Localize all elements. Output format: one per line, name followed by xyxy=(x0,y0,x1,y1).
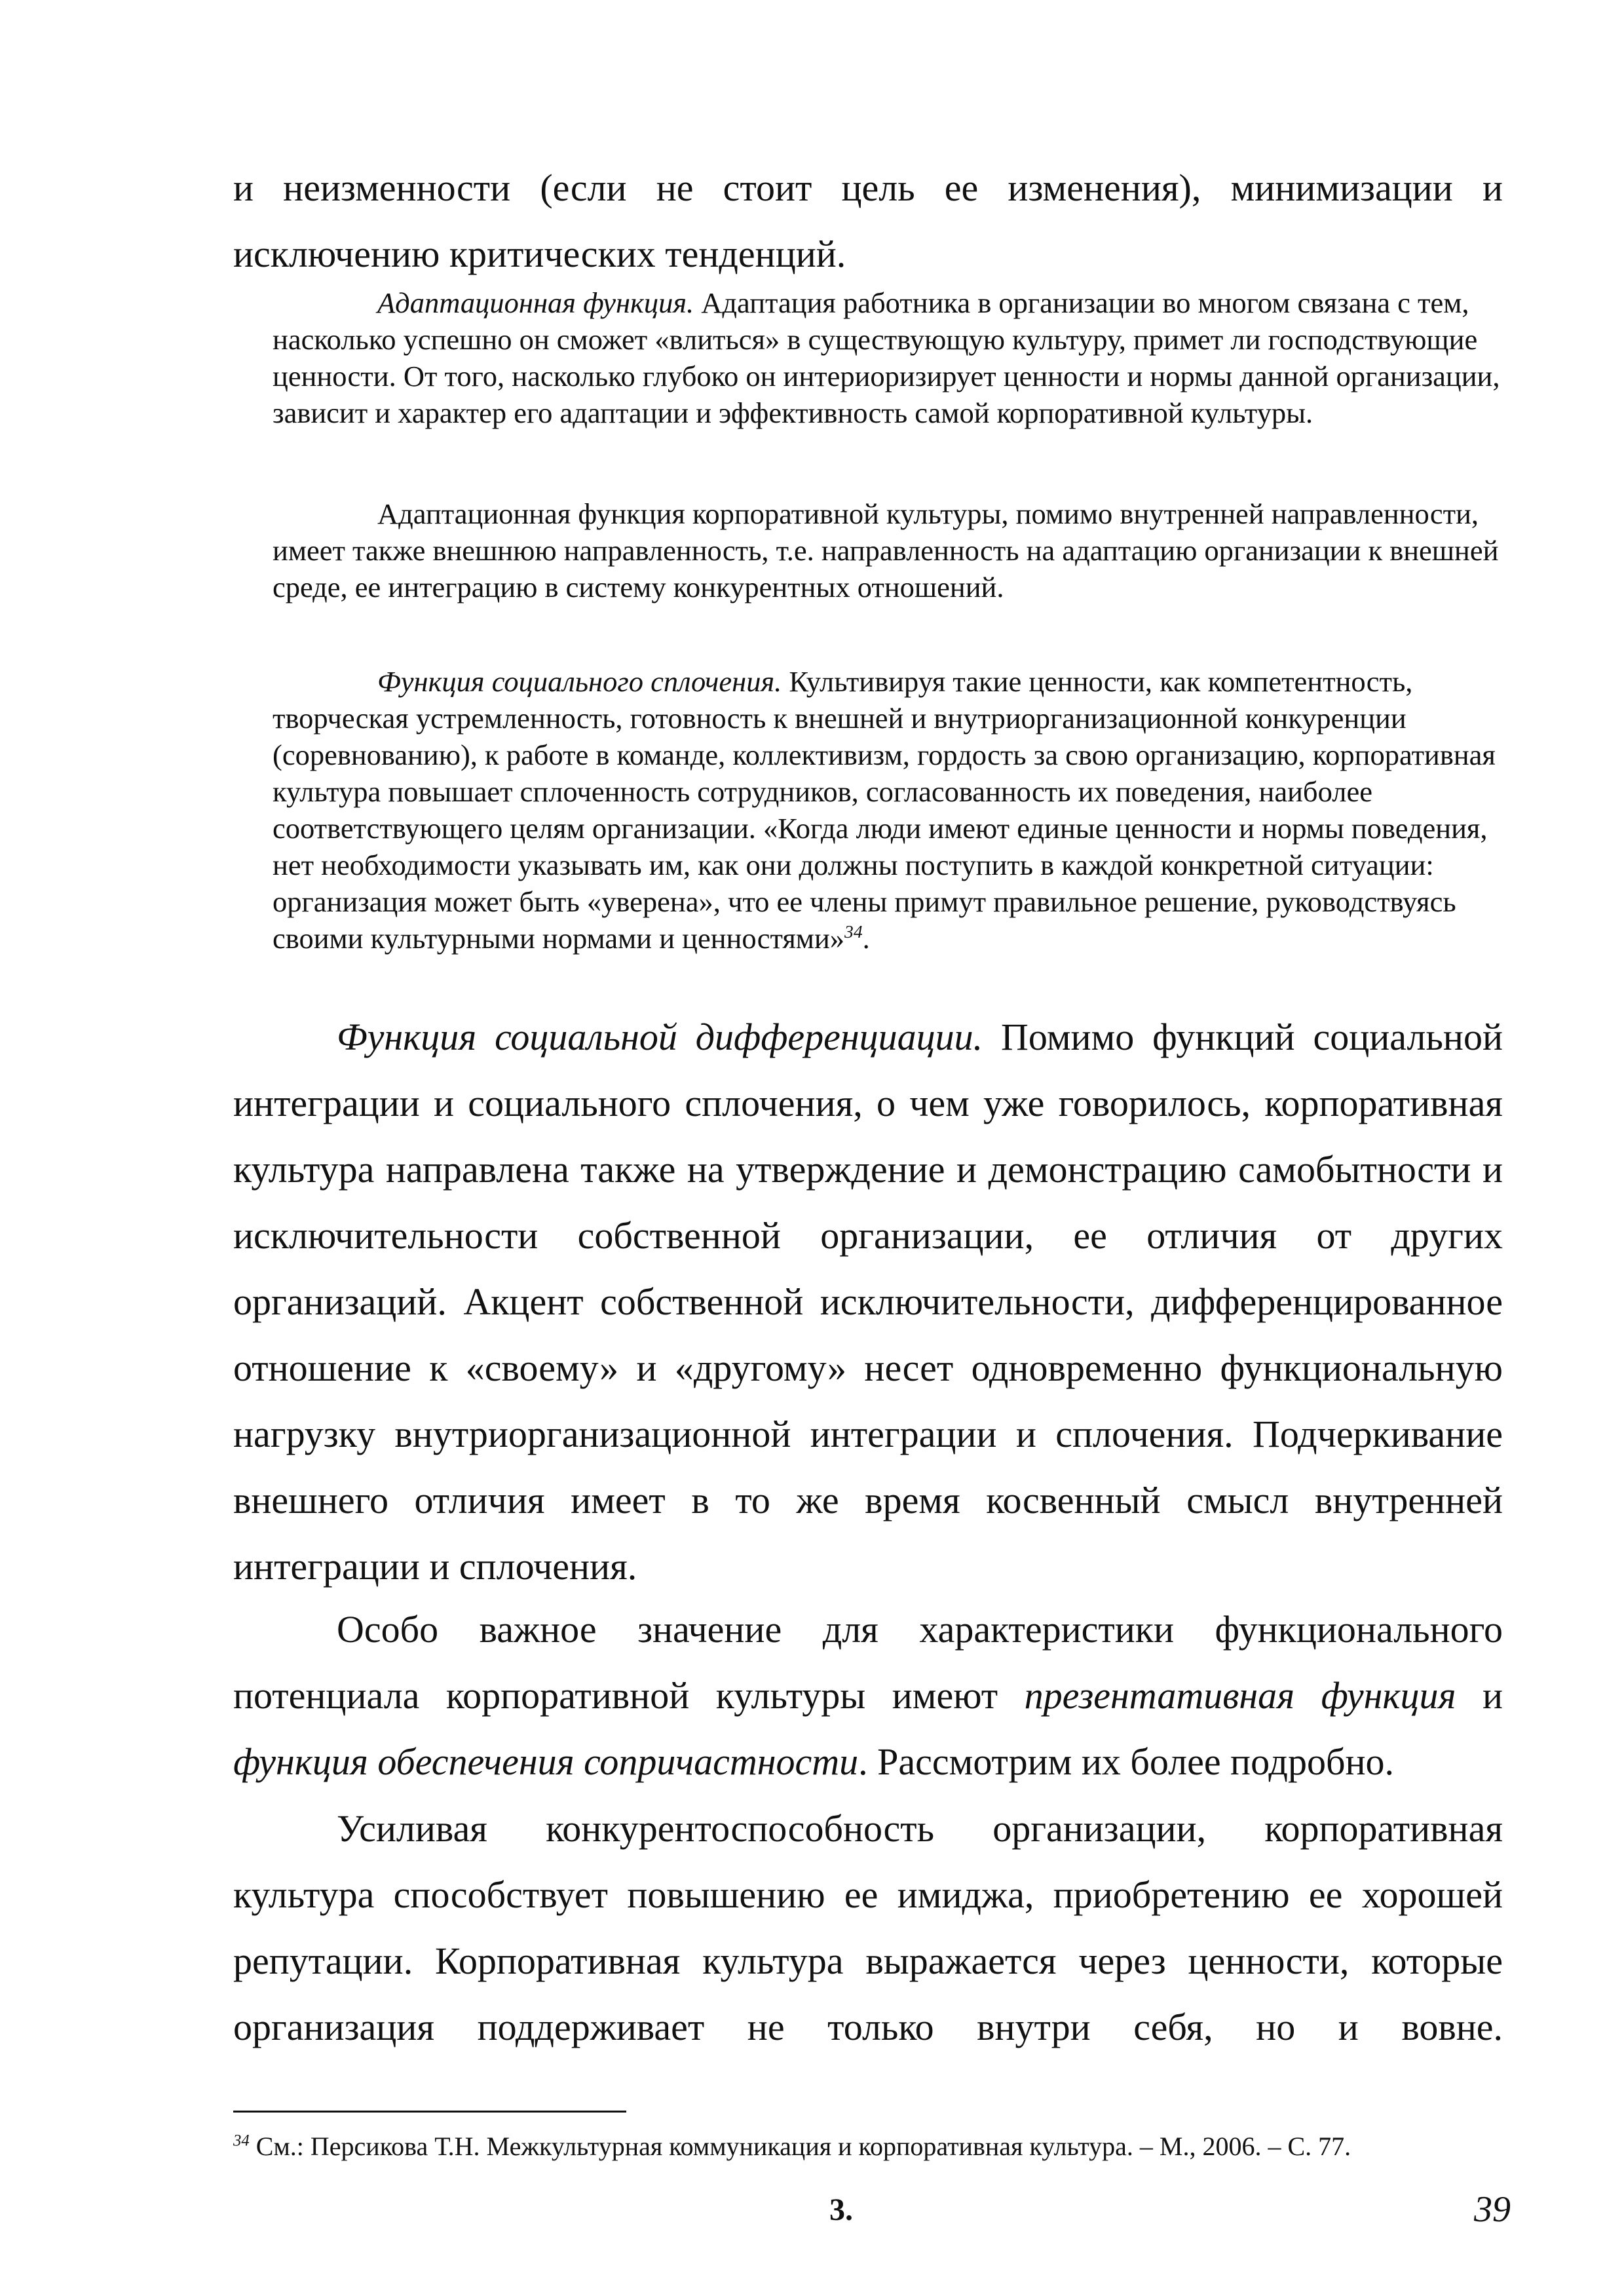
paragraph-continuation xyxy=(233,155,1503,287)
quote-cohesion xyxy=(273,663,1505,957)
paragraph-presentation-term-1: презентативная функция xyxy=(1024,1674,1456,1717)
section-number: 3. xyxy=(829,2192,853,2227)
quote-cohesion-term: Функция социального сплочения. xyxy=(377,665,782,698)
quote-adaptation xyxy=(273,284,1505,431)
footnote-separator xyxy=(233,2111,626,2113)
paragraph-presentation-text-2: и xyxy=(1456,1674,1503,1717)
footnote-text: См.: Персикова Т.Н. Межкультурная коммуникация и корпоративная культура. – М., 2006. – С. 77. xyxy=(249,2132,1351,2161)
paragraph-presentation xyxy=(233,1596,1503,1795)
paragraph-differentiation-term: Функция социальной дифференциации. xyxy=(337,1016,983,1058)
paragraph-presentation-text-1: Особо важное значение для характеристики функционального потенциала корпоративной культуры имеют xyxy=(233,1608,1503,1717)
quote-adaptation-external xyxy=(273,495,1505,605)
paragraph-image xyxy=(233,1795,1503,2060)
quote-adaptation-external-text: Адаптационная функция корпоративной культуры, помимо внутренней направленности, имеет также внешнюю направленность, т.е. направленность на адаптацию организации к внешней среде, ее интеграцию в систему конкурентных отношений. xyxy=(273,497,1499,603)
page-number: 39 xyxy=(1474,2189,1511,2230)
quote-cohesion-end: . xyxy=(862,922,870,955)
paragraph-differentiation xyxy=(233,1004,1503,1599)
paragraph-presentation-text-3: . Рассмотрим их более подробно. xyxy=(858,1740,1394,1783)
paragraph-image-text: Усиливая конкурентоспособность организации, корпоративная культура способствует повышению ее имиджа, приобретению ее хорошей репутации. Корпоративная культура выражается через ценности, которые организация поддерживает не только внутри себя, но и вовне. xyxy=(233,1807,1503,2048)
quote-cohesion-text: Культивируя такие ценности, как компетентность, творческая устремленность, готовность к внешней и внутриорганизационной конкуренции (соревнованию), к работе в команде, коллективизм, гордость за свою организацию, корпоративная культура повышает сплоченность сотрудников, согласованность их поведения, наиболее соответствующего целям организации. «Когда люди имеют единые ценности и нормы поведения, нет необходимости указывать им, как они должны поступить в каждой конкретной ситуации: организация может быть «уверена», что ее члены примут правильное решение, руководствуясь своими культурными нормами и ценностями» xyxy=(273,665,1496,955)
quote-adaptation-text: Адаптация работника в организации во многом связана с тем, насколько успешно он сможет «влиться» в существующую культуру, примет ли господствующие ценности. От того, насколько глубоко он интериоризирует ценности и нормы данной организации, зависит и характер его адаптации и эффективность самой корпоративной культуры. xyxy=(273,286,1500,429)
footnote xyxy=(233,2131,1503,2162)
footnote-reference-marker: 34 xyxy=(844,921,863,942)
paragraph-continuation-line-1: и неизменности (если не стоит цель ее изменения), минимизации и xyxy=(233,166,1503,209)
quote-adaptation-term: Адаптационная функция. xyxy=(377,286,694,319)
footnote-number: 34 xyxy=(233,2132,250,2150)
paragraph-continuation-line-2: исключению критических тенденций. xyxy=(233,233,846,275)
paragraph-presentation-term-2: функция обеспечения сопричастности xyxy=(233,1740,859,1783)
paragraph-differentiation-text: Помимо функций социальной интеграции и социального сплочения, о чем уже говорилось, корпоративная культура направлена также на утверждение и демонстрацию самобытности и исключительности собственной организации, ее отличия от других организаций. Акцент собственной исключительности, дифференцированное отношение к «своему» и «другому» несет одновременно функциональную нагрузку внутриорганизационной интеграции и сплочения. Подчеркивание внешнего отличия имеет в то же время косвенный смысл внутренней интеграции и сплочения. xyxy=(233,1016,1503,1588)
